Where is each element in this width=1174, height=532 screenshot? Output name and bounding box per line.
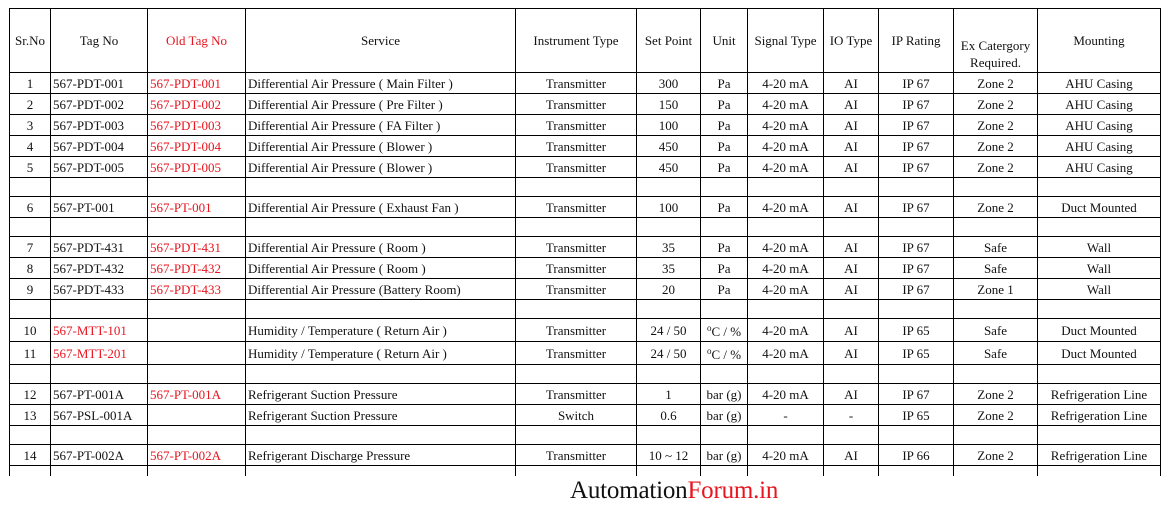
cell-unit: bar (g) xyxy=(701,445,748,466)
cell-ip-rating xyxy=(879,300,954,319)
cell-sr: 2 xyxy=(10,94,51,115)
cell-tag: 567-PDT-433 xyxy=(51,279,148,300)
cell-mounting: Duct Mounted xyxy=(1038,197,1161,218)
cell-tag xyxy=(51,466,148,477)
spacer-row xyxy=(10,218,1161,237)
cell-mounting: Wall xyxy=(1038,237,1161,258)
cell-set-point xyxy=(637,426,701,445)
cell-sr xyxy=(10,426,51,445)
cell-service: Differential Air Pressure ( Blower ) xyxy=(246,157,516,178)
cell-set-point xyxy=(637,300,701,319)
cell-old-tag xyxy=(148,466,246,477)
cell-sr: 13 xyxy=(10,405,51,426)
cell-set-point: 0.6 xyxy=(637,405,701,426)
cell-ex-category xyxy=(954,365,1038,384)
cell-service: Refrigerant Suction Pressure xyxy=(246,405,516,426)
cell-set-point: 35 xyxy=(637,258,701,279)
cell-set-point: 100 xyxy=(637,197,701,218)
cell-instrument-type: Transmitter xyxy=(516,445,637,466)
column-header-set-point: Set Point xyxy=(637,9,701,73)
cell-sr: 9 xyxy=(10,279,51,300)
cell-old-tag: 567-PT-002A xyxy=(148,445,246,466)
cell-service: Humidity / Temperature ( Return Air ) xyxy=(246,319,516,342)
cell-instrument-type: Transmitter xyxy=(516,115,637,136)
cell-set-point: 450 xyxy=(637,157,701,178)
cell-ip-rating: IP 65 xyxy=(879,405,954,426)
cell-mounting: AHU Casing xyxy=(1038,157,1161,178)
cell-instrument-type xyxy=(516,466,637,477)
cell-ex-category: Zone 2 xyxy=(954,115,1038,136)
column-header-io-type: IO Type xyxy=(824,9,879,73)
cell-ex-category xyxy=(954,218,1038,237)
cell-signal-type: - xyxy=(748,405,824,426)
cell-io-type xyxy=(824,218,879,237)
cell-tag: 567-PDT-004 xyxy=(51,136,148,157)
cell-ex-category: Zone 2 xyxy=(954,157,1038,178)
cell-unit xyxy=(701,365,748,384)
cell-tag xyxy=(51,426,148,445)
cell-signal-type: 4-20 mA xyxy=(748,258,824,279)
cell-service: Differential Air Pressure ( Exhaust Fan ) xyxy=(246,197,516,218)
trailing-row xyxy=(10,466,1161,477)
cell-instrument-type: Switch xyxy=(516,405,637,426)
table-row xyxy=(10,136,1161,157)
cell-signal-type: 4-20 mA xyxy=(748,94,824,115)
cell-old-tag xyxy=(148,178,246,197)
table-row xyxy=(10,157,1161,178)
cell-signal-type: 4-20 mA xyxy=(748,445,824,466)
cell-signal-type: 4-20 mA xyxy=(748,157,824,178)
cell-signal-type xyxy=(748,466,824,477)
cell-unit xyxy=(701,178,748,197)
cell-tag: 567-PSL-001A xyxy=(51,405,148,426)
column-header-mounting: Mounting xyxy=(1038,9,1161,73)
cell-sr: 14 xyxy=(10,445,51,466)
cell-instrument-type xyxy=(516,218,637,237)
table-row xyxy=(10,445,1161,466)
cell-signal-type: 4-20 mA xyxy=(748,73,824,94)
spacer-row xyxy=(10,178,1161,197)
cell-io-type: AI xyxy=(824,319,879,342)
cell-old-tag: 567-PDT-005 xyxy=(148,157,246,178)
cell-tag xyxy=(51,178,148,197)
cell-mounting: Refrigeration Line xyxy=(1038,384,1161,405)
cell-tag xyxy=(51,218,148,237)
cell-mounting: AHU Casing xyxy=(1038,136,1161,157)
cell-io-type xyxy=(824,466,879,477)
cell-sr: 8 xyxy=(10,258,51,279)
cell-mounting: Duct Mounted xyxy=(1038,319,1161,342)
cell-ip-rating: IP 65 xyxy=(879,342,954,365)
cell-signal-type xyxy=(748,426,824,445)
cell-service: Differential Air Pressure ( Room ) xyxy=(246,258,516,279)
cell-signal-type: 4-20 mA xyxy=(748,237,824,258)
cell-unit: Pa xyxy=(701,279,748,300)
cell-tag: 567-PT-001A xyxy=(51,384,148,405)
cell-service: Differential Air Pressure ( Main Filter ) xyxy=(246,73,516,94)
instrument-list-table xyxy=(9,8,1161,476)
cell-ex-category: Zone 2 xyxy=(954,445,1038,466)
cell-old-tag: 567-PDT-003 xyxy=(148,115,246,136)
cell-sr xyxy=(10,466,51,477)
instrument-list-sheet xyxy=(9,8,1161,476)
cell-io-type: AI xyxy=(824,115,879,136)
cell-sr xyxy=(10,300,51,319)
cell-ex-category: Zone 2 xyxy=(954,136,1038,157)
cell-unit: Pa xyxy=(701,157,748,178)
cell-io-type: AI xyxy=(824,237,879,258)
cell-tag: 567-PT-002A xyxy=(51,445,148,466)
cell-ip-rating: IP 67 xyxy=(879,384,954,405)
cell-ex-category: Safe xyxy=(954,237,1038,258)
cell-ex-category: Safe xyxy=(954,319,1038,342)
cell-io-type: AI xyxy=(824,197,879,218)
cell-mounting: Refrigeration Line xyxy=(1038,445,1161,466)
cell-unit xyxy=(701,466,748,477)
cell-set-point: 100 xyxy=(637,115,701,136)
cell-service xyxy=(246,365,516,384)
cell-tag: 567-MTT-201 xyxy=(51,342,148,365)
table-row xyxy=(10,279,1161,300)
cell-service: Differential Air Pressure (Battery Room) xyxy=(246,279,516,300)
cell-signal-type: 4-20 mA xyxy=(748,136,824,157)
table-row xyxy=(10,342,1161,365)
cell-ip-rating: IP 67 xyxy=(879,258,954,279)
cell-tag: 567-PDT-432 xyxy=(51,258,148,279)
cell-old-tag: 567-PDT-432 xyxy=(148,258,246,279)
cell-old-tag xyxy=(148,319,246,342)
cell-signal-type: 4-20 mA xyxy=(748,197,824,218)
cell-unit xyxy=(701,218,748,237)
table-row xyxy=(10,73,1161,94)
cell-mounting: Refrigeration Line xyxy=(1038,405,1161,426)
cell-instrument-type: Transmitter xyxy=(516,136,637,157)
cell-mounting xyxy=(1038,300,1161,319)
cell-signal-type: 4-20 mA xyxy=(748,384,824,405)
cell-old-tag xyxy=(148,405,246,426)
cell-mounting xyxy=(1038,178,1161,197)
cell-signal-type xyxy=(748,365,824,384)
cell-io-type xyxy=(824,365,879,384)
cell-old-tag: 567-PT-001 xyxy=(148,197,246,218)
cell-old-tag: 567-PDT-004 xyxy=(148,136,246,157)
table-row xyxy=(10,319,1161,342)
table-row xyxy=(10,94,1161,115)
column-header-ex-category xyxy=(954,9,1038,73)
cell-unit: Pa xyxy=(701,94,748,115)
cell-mounting: Wall xyxy=(1038,279,1161,300)
cell-mounting: AHU Casing xyxy=(1038,94,1161,115)
brand-watermark xyxy=(570,477,778,505)
cell-sr: 5 xyxy=(10,157,51,178)
column-header-old-tag: Old Tag No xyxy=(148,9,246,73)
cell-instrument-type xyxy=(516,300,637,319)
column-header-label: Ex Catergory xyxy=(960,38,1031,53)
cell-unit: bar (g) xyxy=(701,405,748,426)
table-row xyxy=(10,258,1161,279)
column-header-label-line2: Required. xyxy=(970,55,1021,70)
cell-signal-type: 4-20 mA xyxy=(748,279,824,300)
cell-unit xyxy=(701,300,748,319)
cell-io-type: AI xyxy=(824,94,879,115)
cell-ex-category: Zone 2 xyxy=(954,94,1038,115)
cell-mounting: AHU Casing xyxy=(1038,115,1161,136)
cell-tag: 567-PDT-005 xyxy=(51,157,148,178)
cell-sr: 1 xyxy=(10,73,51,94)
cell-service xyxy=(246,178,516,197)
cell-instrument-type: Transmitter xyxy=(516,342,637,365)
cell-ex-category: Safe xyxy=(954,342,1038,365)
cell-tag: 567-MTT-101 xyxy=(51,319,148,342)
cell-unit: Pa xyxy=(701,237,748,258)
table-row xyxy=(10,405,1161,426)
cell-mounting xyxy=(1038,426,1161,445)
cell-ex-category: Zone 1 xyxy=(954,279,1038,300)
cell-mounting xyxy=(1038,218,1161,237)
cell-set-point: 450 xyxy=(637,136,701,157)
cell-unit: $^o$C / % xyxy=(701,319,748,342)
cell-sr: 11 xyxy=(10,342,51,365)
cell-unit: Pa xyxy=(701,197,748,218)
cell-unit: Pa xyxy=(701,136,748,157)
cell-ex-category xyxy=(954,426,1038,445)
cell-service: Differential Air Pressure ( FA Filter ) xyxy=(246,115,516,136)
cell-instrument-type: Transmitter xyxy=(516,384,637,405)
cell-tag: 567-PT-001 xyxy=(51,197,148,218)
cell-old-tag: 567-PT-001A xyxy=(148,384,246,405)
spacer-row xyxy=(10,426,1161,445)
cell-instrument-type: Transmitter xyxy=(516,258,637,279)
cell-ip-rating: IP 67 xyxy=(879,73,954,94)
cell-ex-category xyxy=(954,178,1038,197)
cell-old-tag: 567-PDT-001 xyxy=(148,73,246,94)
cell-signal-type xyxy=(748,300,824,319)
cell-set-point xyxy=(637,178,701,197)
cell-sr: 3 xyxy=(10,115,51,136)
table-row xyxy=(10,384,1161,405)
cell-service xyxy=(246,300,516,319)
cell-unit: Pa xyxy=(701,258,748,279)
cell-set-point: 10 ~ 12 xyxy=(637,445,701,466)
cell-set-point: 35 xyxy=(637,237,701,258)
degree-symbol: o xyxy=(706,323,712,333)
cell-service: Differential Air Pressure ( Blower ) xyxy=(246,136,516,157)
cell-instrument-type: Transmitter xyxy=(516,237,637,258)
cell-signal-type xyxy=(748,218,824,237)
cell-mounting: AHU Casing xyxy=(1038,73,1161,94)
column-header-instrument-type: Instrument Type xyxy=(516,9,637,73)
spacer-row xyxy=(10,300,1161,319)
cell-ex-category: Zone 2 xyxy=(954,405,1038,426)
cell-service xyxy=(246,466,516,477)
cell-tag: 567-PDT-431 xyxy=(51,237,148,258)
cell-io-type: AI xyxy=(824,279,879,300)
cell-ip-rating: IP 66 xyxy=(879,445,954,466)
brand-part-forum: Forum.in xyxy=(687,477,779,504)
cell-sr: 12 xyxy=(10,384,51,405)
cell-io-type: AI xyxy=(824,136,879,157)
cell-ip-rating: IP 67 xyxy=(879,237,954,258)
cell-io-type xyxy=(824,426,879,445)
cell-ex-category: Safe xyxy=(954,258,1038,279)
cell-ip-rating: IP 67 xyxy=(879,136,954,157)
cell-mounting: Wall xyxy=(1038,258,1161,279)
cell-mounting xyxy=(1038,466,1161,477)
cell-set-point: 300 xyxy=(637,73,701,94)
cell-ip-rating: IP 67 xyxy=(879,157,954,178)
cell-old-tag xyxy=(148,342,246,365)
cell-io-type: AI xyxy=(824,384,879,405)
cell-sr xyxy=(10,365,51,384)
cell-set-point xyxy=(637,466,701,477)
cell-service: Refrigerant Suction Pressure xyxy=(246,384,516,405)
table-body xyxy=(10,73,1161,477)
cell-mounting: Duct Mounted xyxy=(1038,342,1161,365)
cell-unit: bar (g) xyxy=(701,384,748,405)
cell-set-point xyxy=(637,365,701,384)
cell-unit: Pa xyxy=(701,115,748,136)
cell-signal-type: 4-20 mA xyxy=(748,115,824,136)
cell-signal-type: 4-20 mA xyxy=(748,342,824,365)
column-header-ip-rating: IP Rating xyxy=(879,9,954,73)
brand-part-automation: Automation xyxy=(570,477,688,504)
spacer-row xyxy=(10,365,1161,384)
cell-io-type: AI xyxy=(824,342,879,365)
cell-service: Differential Air Pressure ( Pre Filter ) xyxy=(246,94,516,115)
cell-ex-category: Zone 2 xyxy=(954,73,1038,94)
cell-instrument-type: Transmitter xyxy=(516,157,637,178)
cell-instrument-type xyxy=(516,365,637,384)
column-header-tag: Tag No xyxy=(51,9,148,73)
cell-instrument-type: Transmitter xyxy=(516,73,637,94)
cell-ex-category: Zone 2 xyxy=(954,197,1038,218)
cell-ex-category xyxy=(954,300,1038,319)
cell-old-tag: 567-PDT-433 xyxy=(148,279,246,300)
cell-instrument-type: Transmitter xyxy=(516,319,637,342)
cell-ip-rating xyxy=(879,365,954,384)
column-header-sr: Sr.No xyxy=(10,9,51,73)
cell-old-tag xyxy=(148,218,246,237)
cell-set-point: 20 xyxy=(637,279,701,300)
cell-ex-category xyxy=(954,466,1038,477)
cell-unit: Pa xyxy=(701,73,748,94)
cell-sr: 10 xyxy=(10,319,51,342)
cell-service xyxy=(246,426,516,445)
cell-io-type: - xyxy=(824,405,879,426)
cell-set-point xyxy=(637,218,701,237)
cell-tag: 567-PDT-003 xyxy=(51,115,148,136)
cell-old-tag xyxy=(148,300,246,319)
cell-instrument-type: Transmitter xyxy=(516,279,637,300)
cell-sr xyxy=(10,178,51,197)
cell-tag: 567-PDT-001 xyxy=(51,73,148,94)
cell-sr: 4 xyxy=(10,136,51,157)
cell-ip-rating xyxy=(879,466,954,477)
cell-service: Differential Air Pressure ( Room ) xyxy=(246,237,516,258)
cell-old-tag xyxy=(148,426,246,445)
table-row xyxy=(10,197,1161,218)
column-header-service: Service xyxy=(246,9,516,73)
cell-instrument-type: Transmitter xyxy=(516,94,637,115)
cell-ip-rating xyxy=(879,178,954,197)
cell-sr: 7 xyxy=(10,237,51,258)
cell-unit: $^o$C / % xyxy=(701,342,748,365)
cell-service: Humidity / Temperature ( Return Air ) xyxy=(246,342,516,365)
cell-ip-rating xyxy=(879,426,954,445)
cell-sr: 6 xyxy=(10,197,51,218)
cell-set-point: 1 xyxy=(637,384,701,405)
cell-old-tag: 567-PDT-002 xyxy=(148,94,246,115)
table-row xyxy=(10,115,1161,136)
cell-ip-rating: IP 65 xyxy=(879,319,954,342)
column-header-unit: Unit xyxy=(701,9,748,73)
cell-unit xyxy=(701,426,748,445)
cell-old-tag xyxy=(148,365,246,384)
cell-set-point: 24 / 50 xyxy=(637,319,701,342)
cell-io-type xyxy=(824,178,879,197)
cell-ip-rating: IP 67 xyxy=(879,115,954,136)
cell-signal-type: 4-20 mA xyxy=(748,319,824,342)
cell-instrument-type: Transmitter xyxy=(516,197,637,218)
cell-tag: 567-PDT-002 xyxy=(51,94,148,115)
cell-io-type: AI xyxy=(824,445,879,466)
cell-ip-rating: IP 67 xyxy=(879,279,954,300)
cell-ip-rating: IP 67 xyxy=(879,94,954,115)
cell-old-tag: 567-PDT-431 xyxy=(148,237,246,258)
cell-service: Refrigerant Discharge Pressure xyxy=(246,445,516,466)
cell-instrument-type xyxy=(516,426,637,445)
cell-io-type: AI xyxy=(824,258,879,279)
cell-io-type: AI xyxy=(824,157,879,178)
cell-instrument-type xyxy=(516,178,637,197)
cell-tag xyxy=(51,300,148,319)
cell-ip-rating: IP 67 xyxy=(879,197,954,218)
degree-symbol: o xyxy=(706,346,712,356)
column-header-signal-type: Signal Type xyxy=(748,9,824,73)
header-row xyxy=(10,9,1161,73)
cell-tag xyxy=(51,365,148,384)
cell-set-point: 150 xyxy=(637,94,701,115)
cell-mounting xyxy=(1038,365,1161,384)
cell-signal-type xyxy=(748,178,824,197)
cell-io-type xyxy=(824,300,879,319)
cell-service xyxy=(246,218,516,237)
cell-io-type: AI xyxy=(824,73,879,94)
cell-sr xyxy=(10,218,51,237)
cell-ex-category: Zone 2 xyxy=(954,384,1038,405)
cell-set-point: 24 / 50 xyxy=(637,342,701,365)
cell-ip-rating xyxy=(879,218,954,237)
table-row xyxy=(10,237,1161,258)
